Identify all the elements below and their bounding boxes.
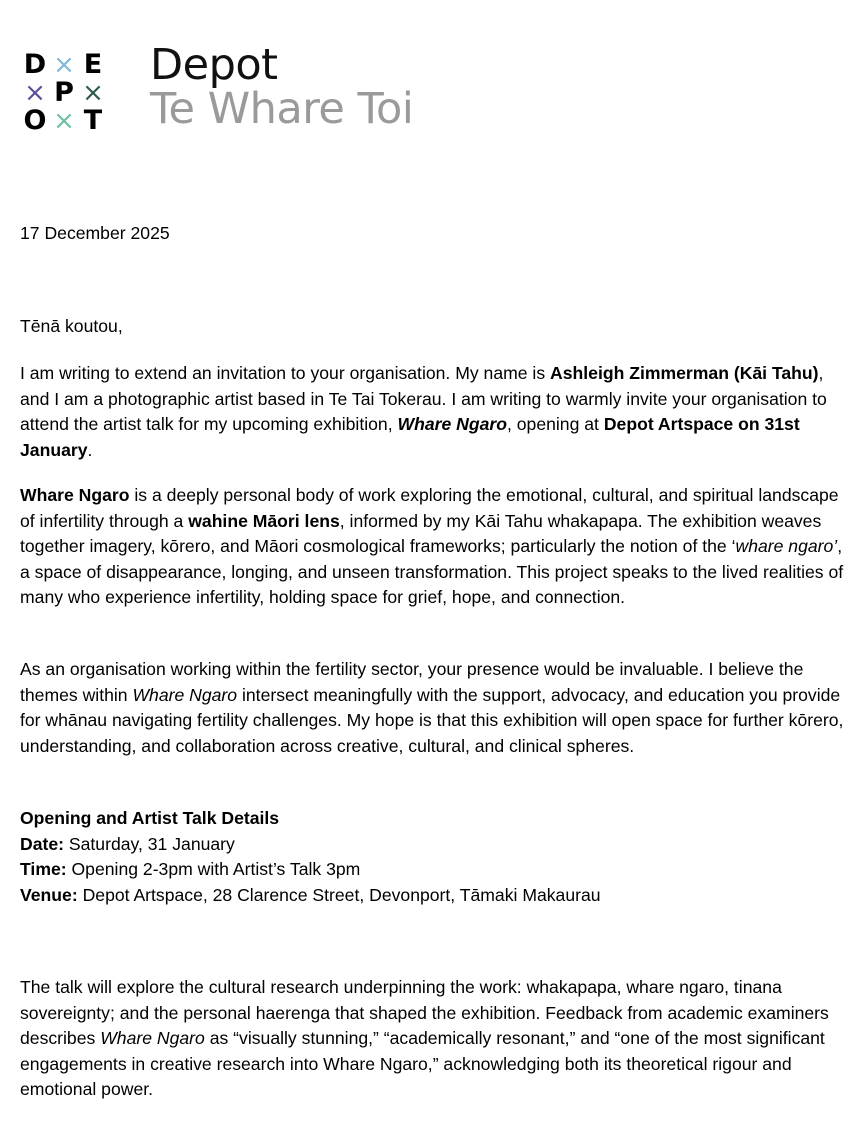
paragraph-exhibition [20, 483, 850, 611]
wordmark-depot: Depot [150, 40, 278, 90]
artist-name: Ashleigh Zimmerman (Kāi Tahu) [550, 363, 819, 383]
emphasis: wahine Māori lens [188, 510, 340, 531]
logo-cross-icon: × [24, 78, 46, 108]
text: as “visually stunning,” “academically resonant,” and “one of the most significant engagements in creative research into Whare Ngaro,” acknowledging both its theoretical rigour and emotional power. [20, 1028, 825, 1099]
depot-logo-mark [22, 49, 106, 136]
text: The talk will explore the cultural research underpinning the work: whakapapa, whare ngaro, tinana sovereignty; and the personal haerenga that shaped the exhibition. Feedback from academic examiners describes [20, 977, 829, 1048]
exhibition-title: Whare Ngaro [397, 414, 507, 434]
text: , informed by my Kāi Tahu whakapapa. The exhibition weaves together imagery, kōrero, and Māori cosmological frameworks; particularly the notion of the ‘ [20, 510, 822, 556]
venue-date: Depot Artspace on 31st January [20, 414, 800, 460]
logo-letter-p: P [54, 77, 74, 108]
logo-letter-t: T [83, 105, 103, 136]
exhibition-title: Whare Ngaro [100, 1028, 205, 1048]
time-label: Time: [20, 859, 67, 879]
paragraph-invitation [20, 361, 850, 463]
text: , and I am a photographic artist based in Te Tai Tokerau. I am writing to warmly invite your organisation to attend the artist talk for my upcoming exhibition, [20, 363, 827, 434]
text: As an organisation working within the fertility sector, your presence would be invaluable. I believe the themes within [20, 659, 804, 705]
wordmark-te-whare-toi: Te Whare Toi [150, 84, 414, 134]
letter-greeting: Tēnā koutou, [20, 316, 123, 336]
text: I am writing to extend an invitation to your organisation. My name is [20, 363, 551, 383]
logo-cross-icon: × [82, 78, 104, 108]
logo-wordmark [150, 40, 414, 134]
exhibition-title: Whare Ngaro [20, 485, 130, 505]
emphasis: whare ngaro’ [735, 536, 838, 556]
paragraph-talk [20, 975, 850, 1103]
time-value: Opening 2-3pm with Artist’s Talk 3pm [66, 859, 361, 879]
text: , opening at [506, 414, 604, 434]
details-heading: Opening and Artist Talk Details [20, 808, 280, 828]
date-value: Saturday, 31 January [64, 833, 235, 854]
event-details [20, 806, 850, 908]
text: intersect meaningfully with the support, advocacy, and education you provide for whānau navigating fertility challenges. My hope is that this exhibition will open space for further kōrero, understanding, and collaboration across creative, cultural, and clinical spheres. [20, 684, 844, 756]
date-label: Date: [20, 833, 64, 854]
exhibition-title: Whare Ngaro [132, 684, 238, 705]
logo-letter-d: D [23, 49, 47, 80]
logo-letter-o: O [23, 105, 47, 136]
logo-letter-e: E [83, 49, 103, 80]
text: . [87, 439, 93, 460]
venue-value: Depot Artspace, 28 Clarence Street, Devonport, Tāmaki Makaurau [77, 884, 601, 905]
logo-cross-icon: × [53, 50, 75, 80]
venue-label: Venue: [20, 884, 78, 905]
text: is a deeply personal body of work exploring the emotional, cultural, and spiritual landscape of infertility through a [20, 485, 839, 531]
text: , a space of disappearance, longing, and unseen transformation. This project speaks to the lived realities of many who experience infertility, holding space for grief, hope, and connection. [20, 536, 844, 607]
letter-date: 17 December 2025 [20, 223, 170, 243]
paragraph-organisation [20, 657, 850, 759]
logo-cross-icon: × [53, 106, 75, 136]
